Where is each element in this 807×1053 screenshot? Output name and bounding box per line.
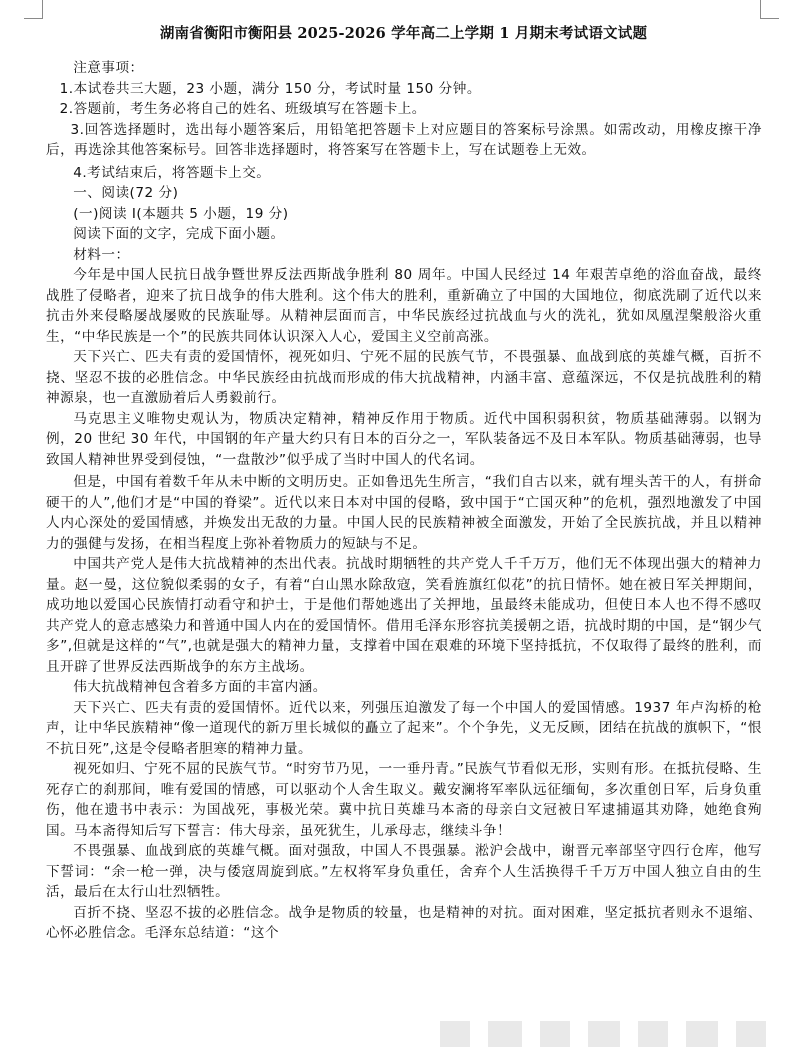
note-item: 2.答题前，考生务必将自己的姓名、班级填写在答题卡上。	[59, 101, 426, 117]
crop-mark-right	[760, 0, 779, 19]
scan-blot	[440, 1021, 470, 1047]
scan-blot	[686, 1021, 718, 1047]
notes-heading: 注意事项：	[73, 60, 144, 76]
scan-blot	[488, 1021, 522, 1047]
paragraph: 今年是中国人民抗日战争暨世界反法西斯战争胜利 80 周年。中国人民经过 14 年艰苦卓绝的浴血奋战，最终战胜了侵略者，迎来了抗日战争的伟大胜利。这个伟大的胜利，重新确立了中国的大国地位，彻底洗刷了近代以来抗击外来侵略屡战屡败的民族耻辱。从精神层面而言，中华民族经过抗战血与火的洗礼，犹如凤凰涅槃般浴火重生，“中华民族是一个”的民族共同体认识深入人心，爱国主义空前高涨。	[46, 267, 762, 345]
paragraph: 不畏强暴、血战到底的英雄气概。面对强敌，中国人不畏强暴。淞沪会战中，谢晋元率部坚守四行仓库，他写下誓词：“余一枪一弹，决与倭寇周旋到底。”左权将军身负重任，舍弃个人生活换得千千万万中国人独立自由的生活，最后在太行山壮烈牺牲。	[46, 843, 762, 900]
section-heading: 一、阅读(72 分)	[73, 185, 179, 201]
paragraph: 天下兴亡、匹夫有责的爱国情怀。近代以来，列强压迫激发了每一个中国人的爱国情感。1937 年卢沟桥的枪声，让中华民族精神“像一道现代的新万里长城似的矗立了起来”。个个争先，义无反顾，团结在抗战的旗帜下，“恨不抗日死”,这是令侵略者胆寒的精神力量。	[46, 699, 762, 757]
paragraph: 马克思主义唯物史观认为，物质决定精神，精神反作用于物质。近代中国积弱积贫，物质基础薄弱。以钢为例，20 世纪 30 年代，中国钢的年产量大约只有日本的百分之一，军队装备远不及日本军队。物质基础薄弱，也导致国人精神世界受到侵蚀，“一盘散沙”似乎成了当时中国人的代名词。	[46, 410, 762, 468]
paragraph: 伟大抗战精神包含着多方面的丰富内涵。	[73, 679, 327, 695]
paragraph: 天下兴亡、匹夫有责的爱国情怀，视死如归、宁死不屈的民族气节，不畏强暴、血战到底的英雄气概，百折不挠、坚忍不拔的必胜信念。中华民族经由抗战而形成的伟大抗战精神，内涵丰富、意蕴深远，不仅是抗战胜利的精神源泉，也一直激励着后人勇毅前行。	[46, 349, 762, 406]
scan-blot	[638, 1021, 668, 1047]
note-item: 3.回答选择题时，选出每小题答案后，用铅笔把答题卡上对应题目的答案标号涂黑。如需改动，用橡皮擦干净后，再选涂其他答案标号。回答非选择题时，将答案写在答题卡上，写在试题卷上无效。	[46, 121, 762, 158]
note-item: 4.考试结束后，将答题卡上交。	[73, 164, 271, 181]
paragraph: 视死如归、宁死不屈的民族气节。“时穷节乃见，一一垂丹青。”民族气节看似无形，实则有形。在抵抗侵略、生死存亡的刹那间，唯有爱国的情感，可以驱动个人舍生取义。戴安澜将军率队远征缅甸，多次重创日军，后身负重伤，他在遗书中表示：为国战死，事极光荣。冀中抗日英雄马本斋的母亲白文冠被日军逮捕逼其劝降，她绝食殉国。马本斋得知后写下誓言：伟大母亲，虽死犹生，儿承母志，继续斗争！	[46, 761, 762, 839]
scan-blot	[540, 1021, 570, 1047]
instruction: 阅读下面的文字，完成下面小题。	[73, 226, 285, 242]
paragraph: 百折不挠、坚忍不拔的必胜信念。战争是物质的较量，也是精神的对抗。面对困难，坚定抵抗者则永不退缩、心怀必胜信念。毛泽东总结道：“这个	[46, 904, 762, 941]
scan-blot	[736, 1021, 766, 1047]
sub-heading: (一)阅读 I(本题共 5 小题，19 分)	[73, 205, 289, 222]
scan-blot	[588, 1021, 620, 1047]
note-item: 1.本试卷共三大题，23 小题，满分 150 分，考试时量 150 分钟。	[59, 80, 481, 97]
paragraph: 中国共产党人是伟大抗战精神的杰出代表。抗战时期牺牲的共产党人千千万万，他们无不体现出强大的精神力量。赵一曼，这位貌似柔弱的女子，有着“白山黑水除敌寇，笑看旌旗红似花”的抗日情怀。她在被日军关押期间，成功地以爱国心民族情打动看守和护士，于是他们帮她逃出了关押地，虽最终未能成功，但使日本人也不得不感叹共产党人的意志感染力和普通中国人内在的爱国情怀。借用毛泽东形容抗美援朝之语，抗战时期的中国，是“钢少气多”,但就是这样的“气”,也就是强大的精神力量，支撑着中国在艰难的环境下坚持抵抗，不仅取得了最终的胜利，而且开辟了世界反法西斯战争的东方主战场。	[46, 556, 762, 675]
document-body	[46, 56, 762, 944]
paragraph: 但是，中国有着数千年从未中断的文明历史。正如鲁迅先生所言，“我们自古以来，就有埋头苦干的人，有拼命硬干的人”,他们才是“中国的脊梁”。近代以来日本对中国的侵略，致中国于“亡国灭种”的危机，强烈地激发了中国人内心深处的爱国情感，并焕发出无敌的力量。中国人民的民族精神被全面激发，开始了全民族抗战，并且以精神力的强健与发扬，在相当程度上弥补着物质力的短缺与不足。	[46, 474, 762, 552]
page-title: 湖南省衡阳市衡阳县 2025-2026 学年高二上学期 1 月期末考试语文试题	[159, 25, 648, 42]
crop-mark-left	[24, 0, 43, 19]
material-label: 材料一：	[73, 246, 130, 263]
